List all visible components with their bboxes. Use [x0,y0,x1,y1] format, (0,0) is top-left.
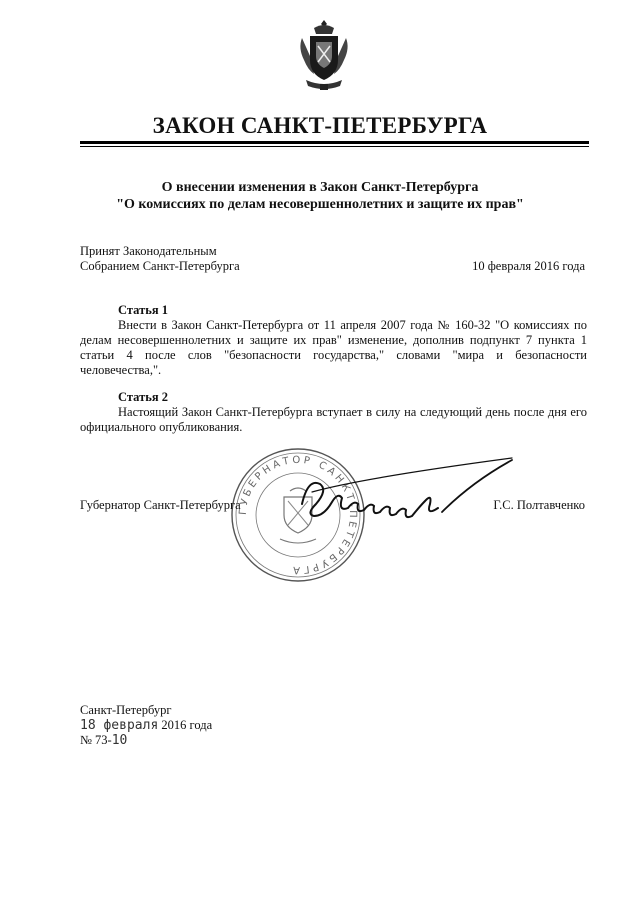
adopted-date: 10 февраля 2016 года [472,259,585,273]
article-1-heading: Статья 1 [118,303,168,317]
coat-of-arms-icon [296,18,352,92]
article-1-text: Внести в Закон Санкт-Петербурга от 11 апреля 2007 года № 160-32 "О комиссиях по делам несовершеннолетних и защите их прав" изменение, дополнив подпункт 7 пункта 1 статьи 4 после слов "безопасности государства," словами "мира и безопасности человечества,". [80,318,587,377]
governor-name: Г.С. Полтавченко [493,498,585,512]
title-rule-thick [80,141,589,144]
signature-icon [292,452,522,532]
signing-place: Санкт-Петербург [80,703,172,717]
law-number [80,733,127,748]
seal-ring-text: ГУБЕРНАТОР САНКТ-ПЕТЕРБУРГА [237,454,359,576]
subtitle-line-2: "О комиссиях по делам несовершеннолетних и защите их прав" [116,197,524,212]
subtitle-line-1: О внесении изменения в Закон Санкт-Петербурга [161,180,479,195]
title-rule-thin [80,146,589,147]
law-number-prefix: № 73- [80,733,112,747]
law-number-value: 10 [111,733,128,748]
article-2-heading: Статья 2 [118,390,168,404]
governor-label: Губернатор Санкт-Петербурга [80,498,241,512]
article-2-text: Настоящий Закон Санкт-Петербурга вступает в силу на следующий день после дня его официального опубликования. [80,405,587,434]
signing-year: 2016 года [161,718,213,732]
signing-day-month: 18 февраля [80,718,159,733]
document-title: ЗАКОН САНКТ-ПЕТЕРБУРГА [152,113,488,138]
adopted-by-line-1: Принят Законодательным [80,244,217,258]
adopted-by-line-2: Собранием Санкт-Петербурга [80,259,240,273]
signing-date [80,718,212,733]
